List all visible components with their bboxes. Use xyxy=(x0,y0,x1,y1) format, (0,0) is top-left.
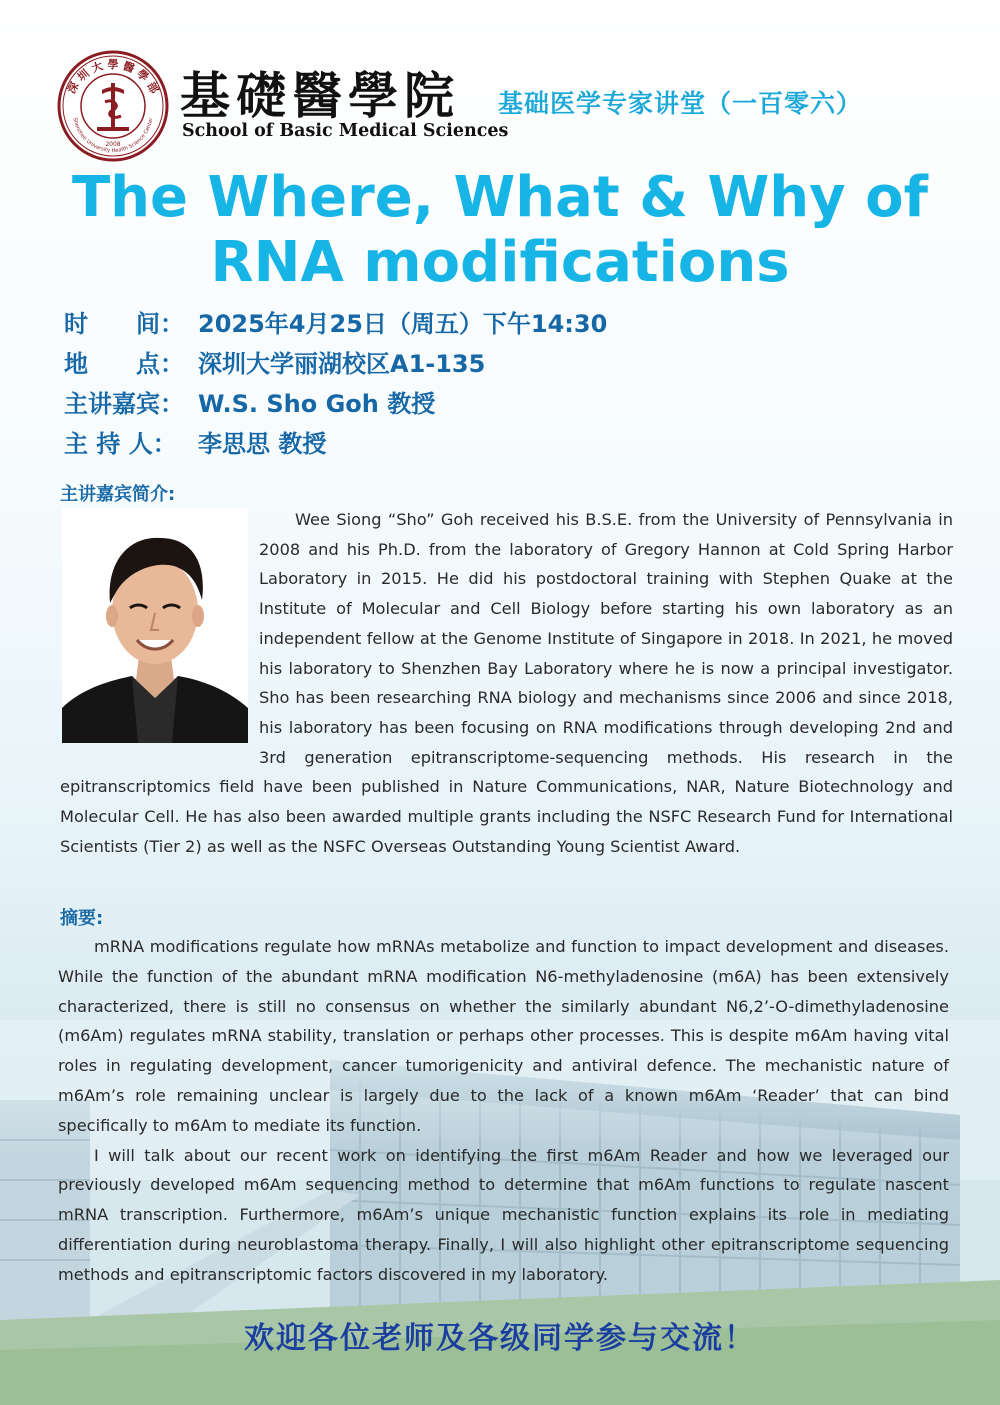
portrait-spacer xyxy=(60,505,259,743)
host-value: 李思思 教授 xyxy=(198,430,327,458)
speaker-value: W.S. Sho Goh 教授 xyxy=(198,390,436,418)
talk-title-line-2: RNA modifications xyxy=(210,230,790,295)
school-chinese-name: 基礎醫學院 xyxy=(180,66,460,125)
speaker-bio-heading: 主讲嘉宾简介: xyxy=(60,484,176,505)
school-seal-logo xyxy=(57,50,169,162)
abstract-paragraph-1: mRNA modifications regulate how mRNAs metabolize and function to impact development and diseases. While the function of the abundant mRNA modification N6-methyladenosine (m6A) has been extensively characterized, there is still no consensus on whether the similarly abundant N6,2’-O-dimethyladenosine (m6Am) regulates mRNA stability, translation or perhaps other processes. This is despite m6Am having vital roles in regulating development, cancer tumorigenicity and antiviral defence. The mechanistic nature of m6Am’s role remaining unclear is largely due to the lack of a known m6Am ‘Reader’ that can bind specifically to m6Am to mediate its function. xyxy=(58,937,949,1135)
time-value: 2025年4月25日（周五）下午14:30 xyxy=(198,310,608,338)
svg-text:Shenzhen University Health Sci: Shenzhen University Health Science Center xyxy=(71,117,155,155)
place-label: 地 点： xyxy=(64,350,184,378)
svg-text:深 圳 大 學 醫 學 部: 深 圳 大 學 醫 學 部 xyxy=(64,58,162,96)
bio-paragraph: Wee Siong “Sho” Goh received his B.S.E. from the University of Pennsylvania in 2008 and his Ph.D. from the laboratory of Gregory Hannon at Cold Spring Harbor Laboratory in 2015. He did his postdoctoral training with Stephen Quake at the Institute of Molecular and Cell Biology before starting his own laboratory as an independent fellow at the Genome Institute of Singapore in 2018. In 2021, he moved his laboratory to Shenzhen Bay Laboratory where he is now a principal investigator. Sho has been researching RNA biology and mechanisms since 2006 and since 2018, his laboratory has been focusing on RNA modifications through developing 2nd and 3rd generation epitranscriptome-sequencing methods. His research in the epitranscriptomics field have been published in Nature Communications, NAR, Nature Biotechnology and Molecular Cell. He has also been awarded multiple grants including the NSFC Research Fund for International Scientists (Tier 2) as well as the NSFC Overseas Outstanding Young Scientist Award. xyxy=(60,510,953,856)
svg-text:2008: 2008 xyxy=(105,141,121,148)
info-place xyxy=(64,344,485,379)
host-label: 主 持 人： xyxy=(64,430,177,458)
abstract-text xyxy=(58,932,949,1290)
school-english-name: School of Basic Medical Sciences xyxy=(182,121,509,141)
speaker-bio-text xyxy=(60,505,953,861)
place-value: 深圳大学丽湖校区A1-135 xyxy=(198,350,486,378)
abstract-paragraph-2: I will talk about our recent work on identifying the first m6Am Reader and how we leveraged our previously developed m6Am sequencing method to determine that m6Am functions to regulate nascent mRNA transcription. Furthermore, m6Am’s unique mechanistic function explains its role in mediating differentiation during neuroblastoma therapy. Finally, I will also highlight other epitranscriptome sequencing methods and epitranscriptomic factors discovered in my laboratory. xyxy=(58,1145,949,1284)
talk-title-line-1: The Where, What & Why of xyxy=(71,165,929,230)
time-label: 时 间： xyxy=(64,310,184,338)
info-speaker xyxy=(64,384,435,419)
welcome-message: 欢迎各位老师及各级同学参与交流！ xyxy=(244,1321,756,1356)
lecture-series-title: 基础医学专家讲堂（一百零六） xyxy=(498,89,863,118)
abstract-heading: 摘要: xyxy=(60,908,104,929)
speaker-label: 主讲嘉宾： xyxy=(64,390,184,418)
info-host xyxy=(64,424,326,459)
info-time xyxy=(64,304,607,339)
